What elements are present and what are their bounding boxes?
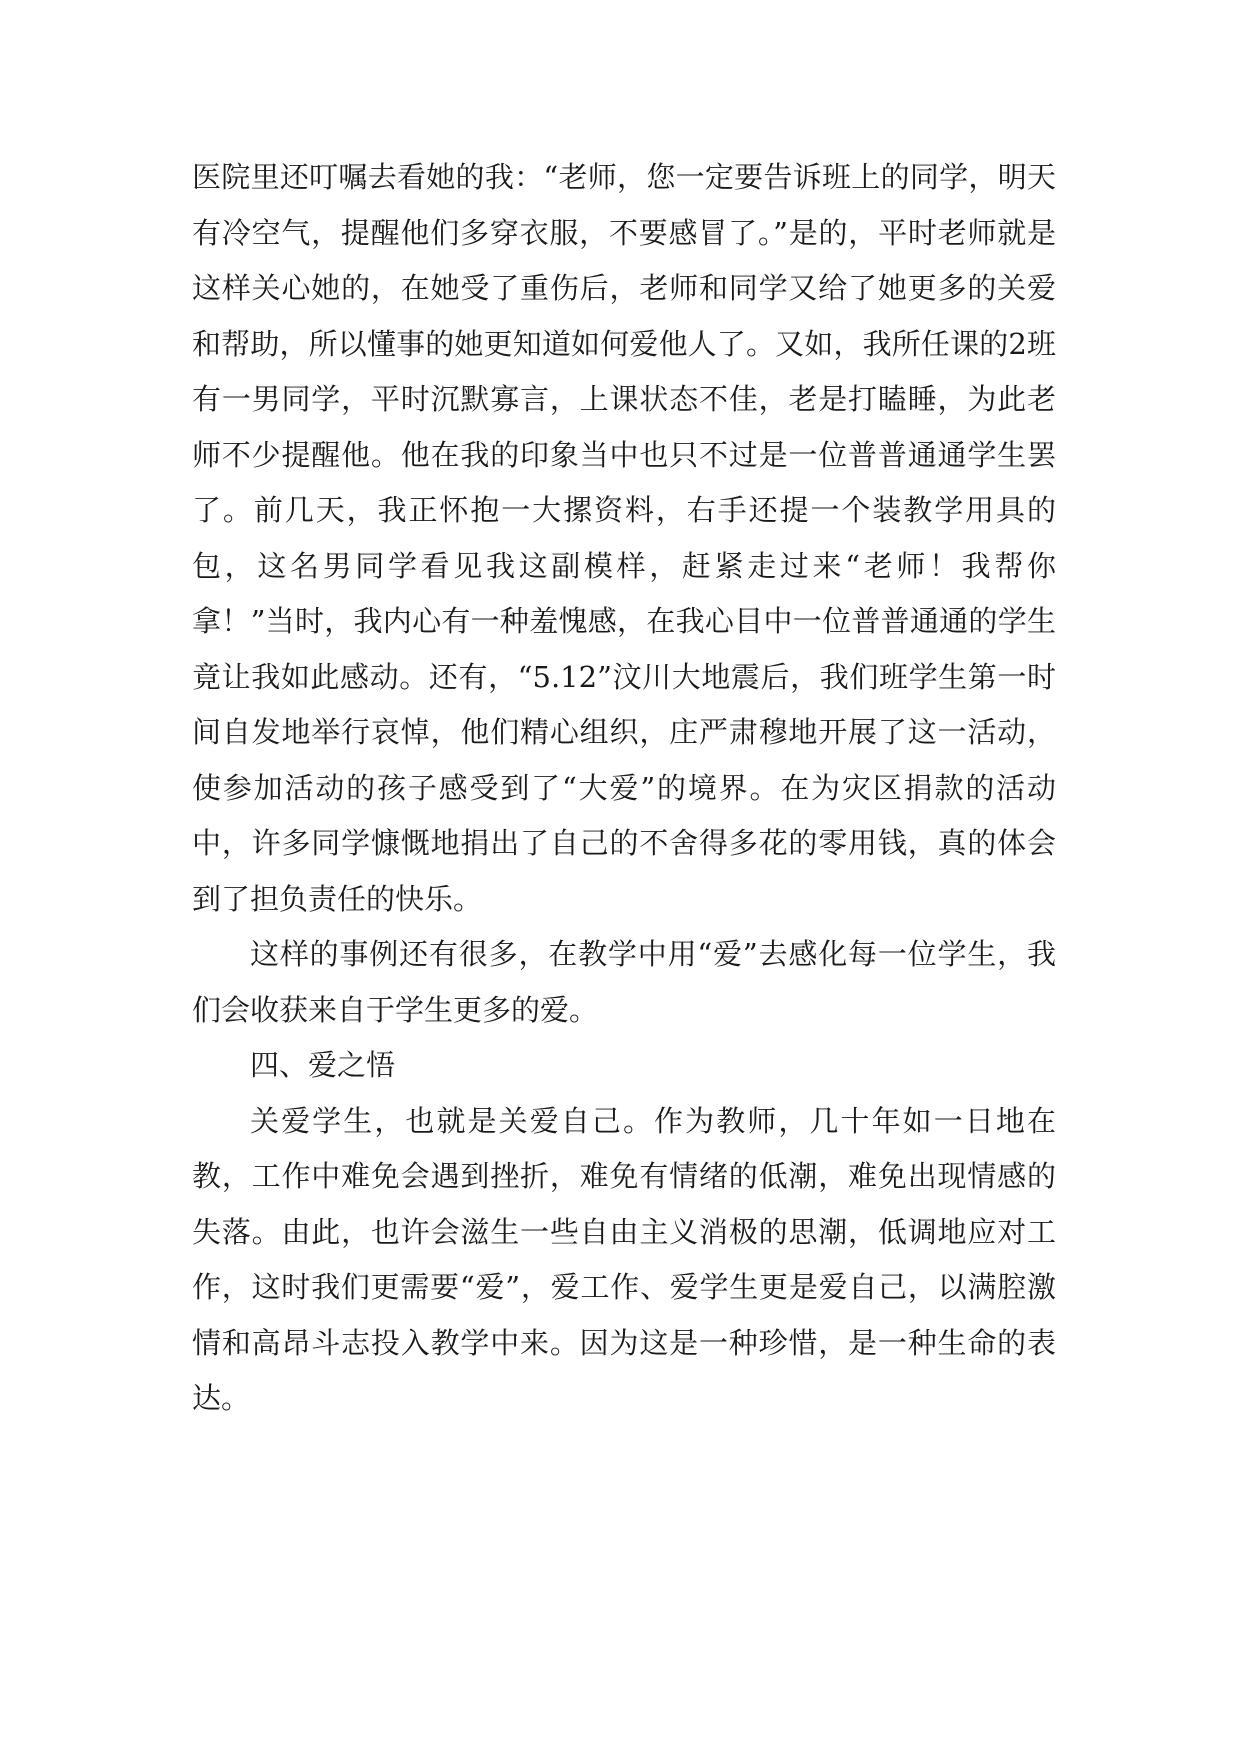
body-paragraph-continued: 医院里还叮嘱去看她的我：“老师，您一定要告诉班上的同学，明天有冷空气，提醒他们多穿衣服，不要感冒了。”是的，平时老师就是这样关心她的，在她受了重伤后，老师和同学又给了她更多的关爱和帮助，所以懂事的她更知道如何爱他人了。又如，我所任课的2班有一男同学，平时沉默寡言，上课状态不佳，老是打瞌睡，为此老师不少提醒他。他在我的印象当中也只不过是一位普普通通学生罢了。前几天，我正怀抱一大摞资料，右手还提一个装教学用具的包，这名男同学看见我这副模样，赶紧走过来“老师！我帮你拿！”当时，我内心有一种羞愧感，在我心目中一位普普通通的学生竟让我如此感动。还有，“5.12”汶川大地震后，我们班学生第一时间自发地举行哀悼，他们精心组织，庄严肃穆地开展了这一活动，使参加活动的孩子感受到了“大爱”的境界。在为灾区捐款的活动中，许多同学慷慨地捐出了自己的不舍得多花的零用钱，真的体会到了担负责任的快乐。 xyxy=(192,160,1056,916)
body-paragraph: 这样的事例还有很多，在教学中用“爱”去感化每一位学生，我们会收获来自于学生更多的爱。 xyxy=(192,937,1056,1027)
document-page xyxy=(192,150,1056,1427)
section-heading: 四、爱之悟 xyxy=(250,1048,396,1082)
body-paragraph: 关爱学生，也就是关爱自己。作为教师，几十年如一日地在教，工作中难免会遇到挫折，难免有情绪的低潮，难免出现情感的失落。由此，也许会滋生一些自由主义消极的思潮，低调地应对工作，这时我们更需要“爱”，爱工作、爱学生更是爱自己，以满腔激情和高昂斗志投入教学中来。因为这是一种珍惜，是一种生命的表达。 xyxy=(192,1103,1056,1415)
